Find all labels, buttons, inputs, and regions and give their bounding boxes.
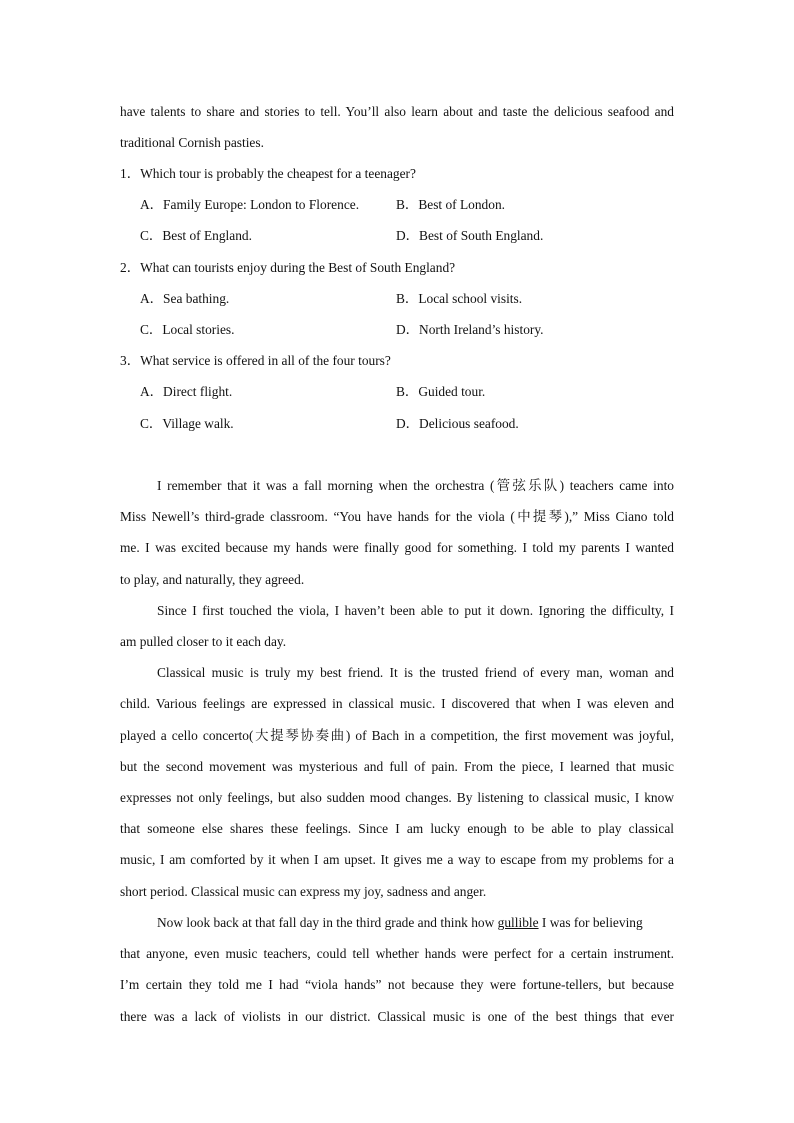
question-2-option-a: A．Sea bathing. xyxy=(140,291,230,306)
question-1-option-c: C．Best of England. xyxy=(140,228,252,243)
question-1-option-b: B．Best of London. xyxy=(396,197,505,212)
question-2-option-d: D．North Ireland’s history. xyxy=(396,322,544,337)
passage-p3-line-1: Classical music is truly my best friend. It is the trusted friend of every man, woman and xyxy=(157,665,674,680)
passage-p3-line-4: but the second movement was mysterious and full of pain. From the piece, I learned that music xyxy=(120,759,674,774)
passage-p3-line-2: child. Various feelings are expressed in classical music. I discovered that when I was eleven and xyxy=(120,696,674,711)
passage-p3-line-5: expresses not only feelings, but also sudden mood changes. By listening to classical music, I know xyxy=(120,790,674,805)
passage-p3-line-7: music, I am comforted by it when I am upset. It gives me a way to escape from my problems for a xyxy=(120,852,674,867)
question-3-stem: 3．What service is offered in all of the four tours? xyxy=(120,353,391,368)
passage-p4-line-4: there was a lack of violists in our district. Classical music is one of the best things that ever xyxy=(120,1009,674,1024)
question-3-option-b: B．Guided tour. xyxy=(396,384,486,399)
question-3-option-d: D．Delicious seafood. xyxy=(396,416,519,431)
passage-p4-line-1-post: I was for believing xyxy=(538,915,643,930)
question-1-option-d: D．Best of South England. xyxy=(396,228,544,243)
passage-p1-line-3: me. I was excited because my hands were finally good for something. I told my parents I wanted xyxy=(120,540,674,555)
passage-p3-line-8: short period. Classical music can express my joy, sadness and anger. xyxy=(120,884,487,899)
passage-p4-line-1 xyxy=(157,915,674,931)
question-1-stem: 1．Which tour is probably the cheapest for a teenager? xyxy=(120,166,416,181)
passage-p1-line-1: I remember that it was a fall morning when the orchestra (管弦乐队) teachers came into xyxy=(157,478,674,493)
intro-line-1: have talents to share and stories to tell. You’ll also learn about and taste the delicious seafood and xyxy=(120,104,674,119)
passage-p4-line-1-pre: Now look back at that fall day in the third grade and think how xyxy=(157,915,498,930)
passage-p3-line-6: that someone else shares these feelings. Since I am lucky enough to be able to play classical xyxy=(120,821,674,836)
question-2-option-b: B．Local school visits. xyxy=(396,291,523,306)
question-3-option-c: C．Village walk. xyxy=(140,416,234,431)
passage-p4-line-3: I’m certain they told me I had “viola hands” not because they were fortune-tellers, but because xyxy=(120,977,674,992)
question-1-option-a: A．Family Europe: London to Florence. xyxy=(140,197,360,212)
passage-p2-line-1: Since I first touched the viola, I haven’t been able to put it down. Ignoring the difficulty, I xyxy=(157,603,674,618)
passage-p4-line-2: that anyone, even music teachers, could tell whether hands were perfect for a certain instrument. xyxy=(120,946,674,961)
passage-p2-line-2: am pulled closer to it each day. xyxy=(120,634,287,649)
question-2-option-c: C．Local stories. xyxy=(140,322,235,337)
question-3-option-a: A．Direct flight. xyxy=(140,384,233,399)
question-2-stem: 2．What can tourists enjoy during the Best of South England? xyxy=(120,260,456,275)
passage-p4-underlined-word: gullible xyxy=(497,915,539,930)
intro-line-2: traditional Cornish pasties. xyxy=(120,135,264,150)
passage-p1-line-4: to play, and naturally, they agreed. xyxy=(120,572,305,587)
passage-p3-line-3: played a cello concerto(大提琴协奏曲) of Bach in a competition, the first movement was joyful, xyxy=(120,728,674,743)
passage-p1-line-2: Miss Newell’s third-grade classroom. “You have hands for the viola (中提琴),” Miss Ciano told xyxy=(120,509,674,524)
